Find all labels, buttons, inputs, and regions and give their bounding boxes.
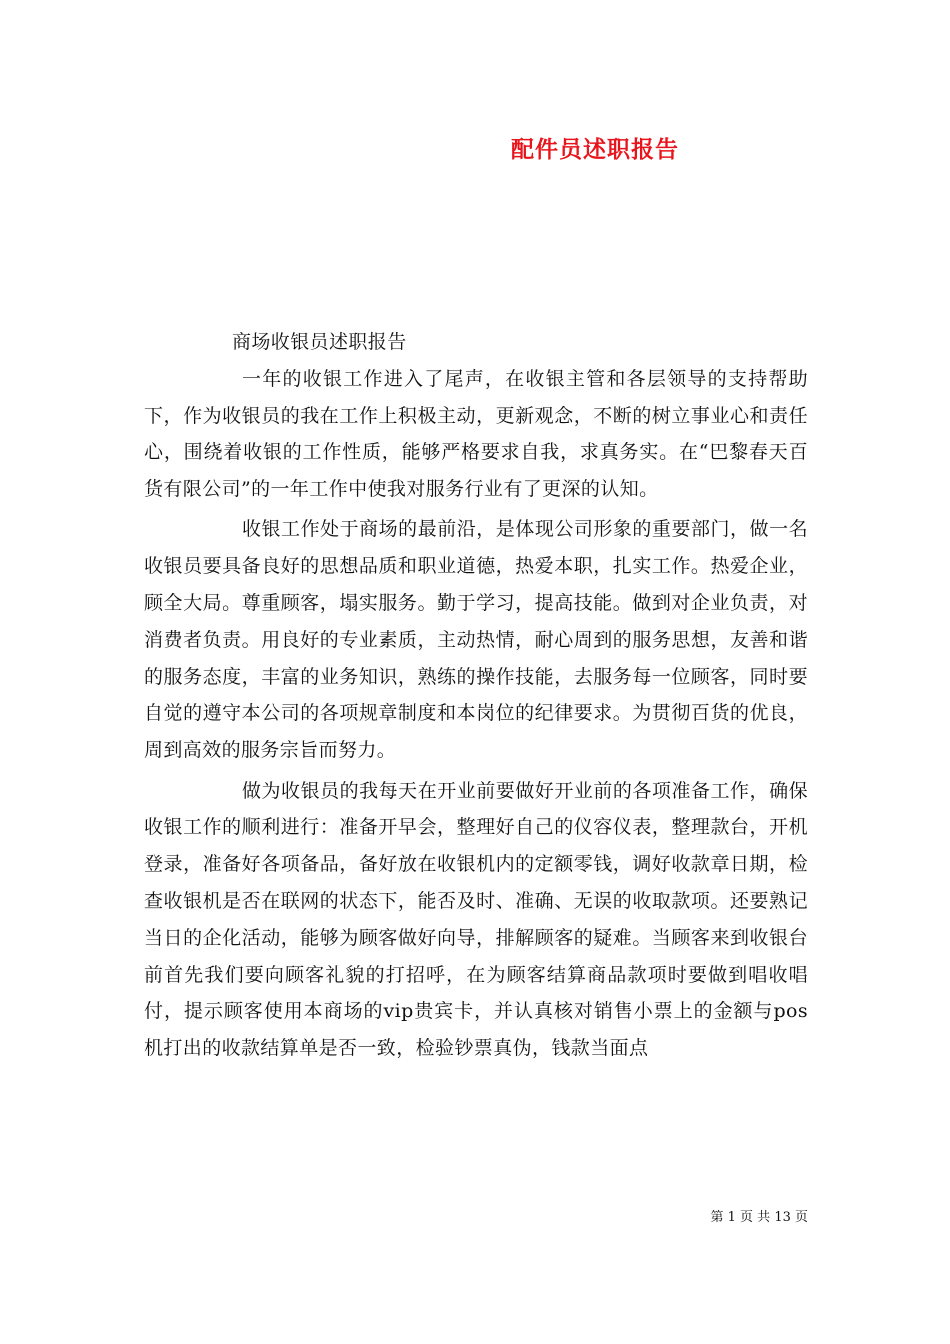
document-subtitle: 商场收银员述职报告	[232, 331, 407, 353]
document-body	[144, 324, 808, 1070]
paragraph-2: 收银工作处于商场的最前沿，是体现公司形象的重要部门，做一名收银员要具备良好的思想品质和职业道德，热爱本职，扎实工作。热爱企业，顾全大局。尊重顾客，塌实服务。勤于学习，提高技能。做到对企业负责，对消费者负责。用良好的专业素质，主动热情，耐心周到的服务思想，友善和谐的服务态度，丰富的业务知识，熟练的操作技能，去服务每一位顾客，同时要自觉的遵守本公司的各项规章制度和本岗位的纪律要求。为贯彻百货的优良，周到高效的服务宗旨而努力。	[144, 518, 808, 762]
paragraph-3: 做为收银员的我每天在开业前要做好开业前的各项准备工作，确保收银工作的顺利进行：准备开早会，整理好自己的仪容仪表，整理款台，开机登录，准备好各项备品，备好放在收银机内的定额零钱，调好收款章日期，检查收银机是否在联网的状态下，能否及时、准确、无误的收取款项。还要熟记当日的企化活动，能够为顾客做好向导，排解顾客的疑难。当顾客来到收银台前首先我们要向顾客礼貌的打招呼，在为顾客结算商品款项时要做到唱收唱付，提示顾客使用本商场的vip贵宾卡，并认真核对销售小票上的金额与pos机打出的收款结算单是否一致，检验钞票真伪，钱款当面点	[144, 779, 808, 1060]
page-number: 第 1 页 共 13 页	[710, 1210, 808, 1225]
paragraph-1: 一年的收银工作进入了尾声，在收银主管和各层领导的支持帮助下，作为收银员的我在工作上积极主动，更新观念，不断的树立事业心和责任心，围绕着收银的工作性质，能够严格要求自我，求真务实。在“巴黎春天百货有限公司”的一年工作中使我对服务行业有了更深的认知。	[144, 367, 808, 501]
document-title: 配件员述职报告	[511, 136, 679, 163]
